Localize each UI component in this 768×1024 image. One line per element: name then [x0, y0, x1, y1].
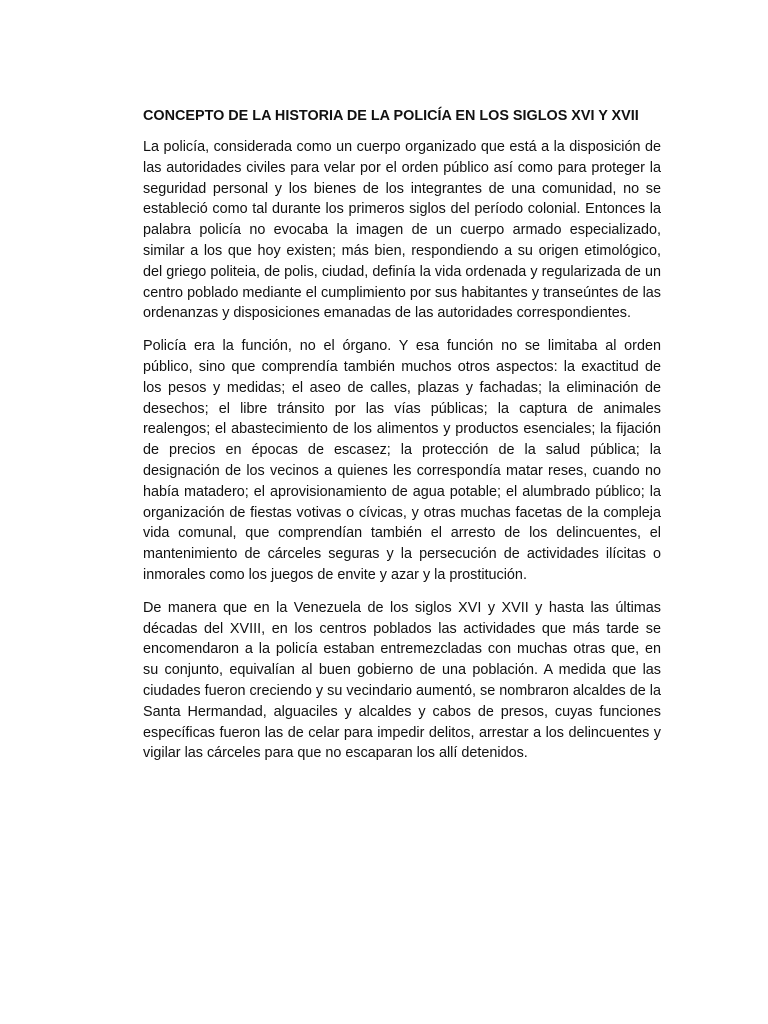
document-page — [143, 106, 661, 776]
paragraph-1: La policía, considerada como un cuerpo organizado que está a la disposición de las autoridades civiles para velar por el orden público así como para proteger la seguridad personal y los bienes de los integrantes de una comunidad, no se estableció como tal durante los primeros siglos del período colonial. Entonces la palabra policía no evocaba la imagen de un cuerpo armado especializado, similar a los que hoy existen; más bien, respondiendo a su origen etimológico, del griego politeia, de polis, ciudad, definía la vida ordenada y regularizada de un centro poblado mediante el cumplimiento por sus habitantes y transeúntes de las ordenanzas y disposiciones emanadas de las autoridades correspondientes. — [143, 139, 661, 322]
document-title: CONCEPTO DE LA HISTORIA DE LA POLICÍA EN LOS SIGLOS XVI Y XVII — [143, 108, 639, 124]
paragraph-2: Policía era la función, no el órgano. Y esa función no se limitaba al orden público, sino que comprendía también muchos otros aspectos: la exactitud de los pesos y medidas; el aseo de calles, plazas y fachadas; la eliminación de desechos; el libre tránsito por las vías públicas; la captura de animales realengos; el abastecimiento de los alimentos y productos esenciales; la fijación de precios en épocas de escasez; la protección de la salud pública; la designación de los vecinos a quienes les correspondía matar reses, cuando no había matadero; el aprovisionamiento de agua potable; el alumbrado público; la organización de fiestas votivas o cívicas, y otras muchas facetas de la compleja vida comunal, que comprendían también el arresto de los delincuentes, el mantenimiento de cárceles seguras y la persecución de actividades ilícitas o inmorales como los juegos de envite y azar y la prostitución. — [143, 338, 661, 583]
paragraph-3: De manera que en la Venezuela de los siglos XVI y XVII y hasta las últimas décadas del XVIII, en los centros poblados las actividades que más tarde se encomendaron a la policía estaban entremezcladas con muchas otras que, en su conjunto, equivalían al buen gobierno de una población. A medida que las ciudades fueron creciendo y su vecindario aumentó, se nombraron alcaldes de la Santa Hermandad, alguaciles y alcaldes y cabos de presos, cuyas funciones específicas fueron las de celar para impedir delitos, arrestar a los delincuentes y vigilar las cárceles para que no escaparan los allí detenidos. — [143, 599, 661, 762]
